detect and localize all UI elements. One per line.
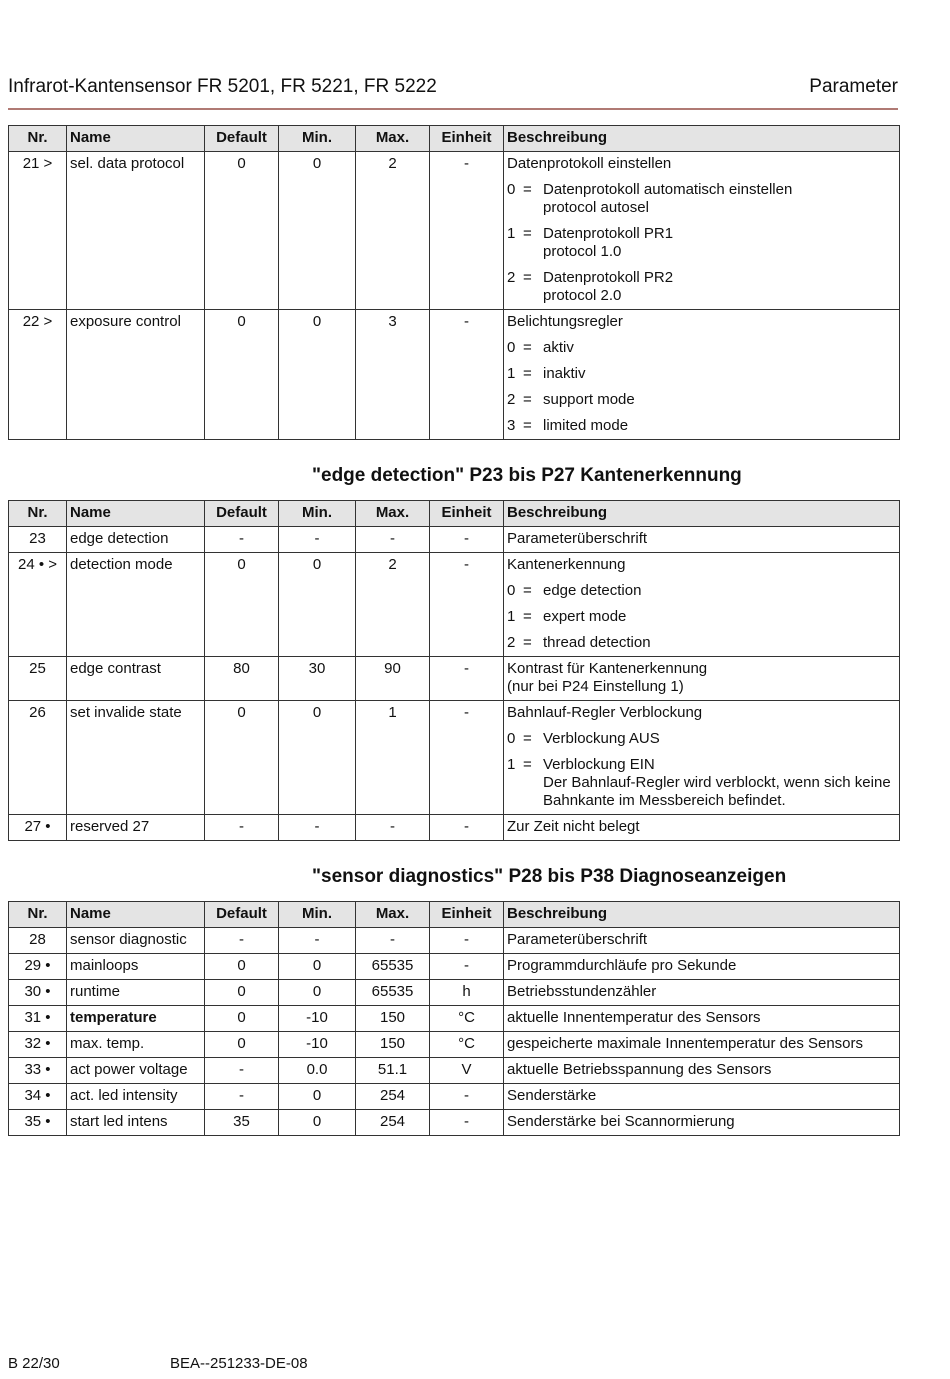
parameter-description [504,1032,900,1058]
parameter-unit: - [430,657,504,701]
option-key: 2 [507,634,516,651]
parameter-number: 27 • [9,815,67,841]
description-text-line2: (nur bei P24 Einstellung 1) [507,678,684,695]
description-text: Betriebsstundenzähler [507,983,657,1000]
option-key: 1 [507,608,516,625]
parameter-unit: - [430,553,504,657]
column-header-max: Max. [356,501,430,527]
description-text: Zur Zeit nicht belegt [507,818,640,835]
parameter-name: start led intens [67,1110,205,1136]
option-label: inaktiv [543,365,586,382]
option-equals: = [523,339,532,356]
column-header-unit: Einheit [430,501,504,527]
column-header-default: Default [205,501,279,527]
section-title-edge-detection: "edge detection" P23 bis P27 Kantenerkennung [312,465,742,486]
option-label: thread detection [543,634,651,651]
parameter-row [9,701,900,815]
column-header-max: Max. [356,902,430,928]
option-item [507,365,896,383]
parameter-unit: h [430,980,504,1006]
parameter-unit: - [430,928,504,954]
option-item [507,391,896,409]
option-label: Verblockung EIN [543,756,655,773]
description-text: gespeicherte maximale Innentemperatur des Sensors [507,1035,864,1052]
column-header-max: Max. [356,126,430,152]
parameter-min: - [279,815,356,841]
description-text: Kantenerkennung [507,556,626,573]
column-header-default: Default [205,902,279,928]
parameter-min: 0 [279,701,356,815]
parameter-max: - [356,815,430,841]
description-text: Parameterüberschrift [507,931,648,948]
option-key: 1 [507,756,516,773]
option-equals: = [523,608,532,625]
parameter-name: act. led intensity [67,1084,205,1110]
option-label-line2: Der Bahnlauf-Regler wird verblockt, wenn sich keine Bahnkante im Messbereich befindet. [543,774,891,809]
parameter-min: - [279,527,356,553]
parameter-min: 0.0 [279,1058,356,1084]
parameter-name: edge detection [67,527,205,553]
option-label: Datenprotokoll automatisch einstellen [543,181,793,198]
parameter-name: exposure control [67,310,205,440]
parameter-description [504,152,900,310]
parameter-table-2 [8,500,900,841]
option-label-line2: protocol 1.0 [543,243,622,260]
option-value [543,417,896,435]
option-item [507,582,896,600]
column-header-nr: Nr. [9,501,67,527]
option-key: 3 [507,417,516,434]
parameter-number: 22 > [9,310,67,440]
option-item [507,730,896,748]
column-header-nr: Nr. [9,126,67,152]
parameter-description [504,1084,900,1110]
footer-page-number: B 22/30 [8,1355,60,1372]
parameter-default: 35 [205,1110,279,1136]
parameter-min: 0 [279,152,356,310]
parameter-max: 2 [356,553,430,657]
option-key: 0 [507,582,516,599]
option-value [543,730,896,748]
parameter-name: detection mode [67,553,205,657]
parameter-max: 90 [356,657,430,701]
parameter-row [9,815,900,841]
parameter-row [9,553,900,657]
parameter-description [504,980,900,1006]
footer-document-id: BEA--251233-DE-08 [170,1355,308,1372]
option-equals: = [523,730,532,747]
parameter-max: 150 [356,1006,430,1032]
parameter-default: 0 [205,980,279,1006]
option-value [543,634,896,652]
description-text: aktuelle Innentemperatur des Sensors [507,1009,761,1026]
parameter-default: 0 [205,553,279,657]
option-equals: = [523,391,532,408]
header-row [9,501,900,527]
parameter-min: 0 [279,1084,356,1110]
parameter-unit: - [430,1110,504,1136]
parameter-max: 51.1 [356,1058,430,1084]
parameter-description [504,954,900,980]
parameter-description [504,1006,900,1032]
parameter-unit: °C [430,1006,504,1032]
option-label: edge detection [543,582,642,599]
page-header [8,76,898,110]
option-equals: = [523,225,532,242]
parameter-number: 32 • [9,1032,67,1058]
document-title: Infrarot-Kantensensor FR 5201, FR 5221, FR 5222 [8,76,437,97]
column-header-unit: Einheit [430,126,504,152]
option-label: aktiv [543,339,574,356]
option-item [507,269,896,305]
parameter-default: 0 [205,954,279,980]
parameter-min: - [279,928,356,954]
parameter-max: 65535 [356,980,430,1006]
parameter-row [9,1032,900,1058]
option-equals: = [523,756,532,773]
column-header-name: Name [67,501,205,527]
description-text: Bahnlauf-Regler Verblockung [507,704,703,721]
option-equals: = [523,417,532,434]
parameter-number: 28 [9,928,67,954]
parameter-default: - [205,1084,279,1110]
parameter-max: 254 [356,1084,430,1110]
option-label: support mode [543,391,635,408]
column-header-name: Name [67,126,205,152]
parameter-table-1 [8,125,900,440]
parameter-name: reserved 27 [67,815,205,841]
option-key: 0 [507,339,516,356]
parameter-unit: - [430,815,504,841]
parameter-max: 65535 [356,954,430,980]
parameter-unit: - [430,1084,504,1110]
description-text: Parameterüberschrift [507,530,648,547]
parameter-max: - [356,527,430,553]
parameter-default: - [205,928,279,954]
option-value [543,181,896,217]
parameter-row [9,1110,900,1136]
option-value [543,582,896,600]
parameter-default: 0 [205,1032,279,1058]
parameter-unit: - [430,310,504,440]
parameter-default: 0 [205,1006,279,1032]
parameter-number: 24 • > [9,553,67,657]
option-item [507,417,896,435]
parameter-name: sel. data protocol [67,152,205,310]
section-label: Parameter [809,76,898,97]
option-key: 1 [507,365,516,382]
parameter-default: 0 [205,310,279,440]
parameter-description [504,527,900,553]
parameter-description [504,815,900,841]
parameter-number: 29 • [9,954,67,980]
parameter-row [9,1006,900,1032]
option-item [507,181,896,217]
parameter-number: 33 • [9,1058,67,1084]
parameter-min: 0 [279,1110,356,1136]
option-key: 0 [507,730,516,747]
parameter-name: set invalide state [67,701,205,815]
option-value [543,339,896,357]
parameter-description [504,657,900,701]
option-equals: = [523,582,532,599]
option-key: 2 [507,391,516,408]
parameter-min: 0 [279,310,356,440]
option-value [543,365,896,383]
section-title-sensor-diagnostics: "sensor diagnostics" P28 bis P38 Diagnoseanzeigen [312,866,787,887]
option-label: Datenprotokoll PR2 [543,269,674,286]
description-text: Senderstärke bei Scannormierung [507,1113,735,1130]
option-key: 2 [507,269,516,286]
option-item [507,756,896,810]
column-header-min: Min. [279,902,356,928]
parameter-max: - [356,928,430,954]
option-equals: = [523,269,532,286]
parameter-unit: - [430,152,504,310]
option-label-line2: protocol 2.0 [543,287,622,304]
parameter-unit: - [430,701,504,815]
option-label: Datenprotokoll PR1 [543,225,674,242]
option-label: expert mode [543,608,627,625]
option-equals: = [523,181,532,198]
option-value [543,225,896,261]
parameter-unit: V [430,1058,504,1084]
parameter-description [504,1058,900,1084]
parameter-number: 35 • [9,1110,67,1136]
parameter-row [9,1058,900,1084]
parameter-description [504,701,900,815]
column-header-nr: Nr. [9,902,67,928]
description-text: aktuelle Betriebsspannung des Sensors [507,1061,772,1078]
parameter-row [9,980,900,1006]
option-value [543,269,896,305]
parameter-number: 21 > [9,152,67,310]
parameter-name: temperature [67,1006,205,1032]
column-header-desc: Beschreibung [504,501,900,527]
parameter-number: 25 [9,657,67,701]
option-item [507,608,896,626]
parameter-number: 34 • [9,1084,67,1110]
parameter-min: 0 [279,980,356,1006]
parameter-number: 23 [9,527,67,553]
parameter-unit: °C [430,1032,504,1058]
parameter-name: edge contrast [67,657,205,701]
parameter-max: 150 [356,1032,430,1058]
parameter-description [504,553,900,657]
parameter-table-3 [8,901,900,1136]
option-value [543,608,896,626]
header-row [9,902,900,928]
parameter-name: runtime [67,980,205,1006]
option-value [543,391,896,409]
parameter-max: 3 [356,310,430,440]
parameter-name: sensor diagnostic [67,928,205,954]
parameter-min: -10 [279,1032,356,1058]
parameter-row [9,657,900,701]
parameter-default: 0 [205,701,279,815]
column-header-name: Name [67,902,205,928]
option-item [507,634,896,652]
parameter-description [504,1110,900,1136]
column-header-unit: Einheit [430,902,504,928]
parameter-unit: - [430,954,504,980]
parameter-default: - [205,815,279,841]
parameter-default: - [205,527,279,553]
parameter-default: - [205,1058,279,1084]
parameter-min: 0 [279,553,356,657]
option-item [507,225,896,261]
parameter-max: 1 [356,701,430,815]
parameter-row [9,1084,900,1110]
option-label: limited mode [543,417,629,434]
parameter-name: max. temp. [67,1032,205,1058]
parameter-max: 254 [356,1110,430,1136]
option-key: 0 [507,181,516,198]
column-header-desc: Beschreibung [504,126,900,152]
description-text: Senderstärke [507,1087,597,1104]
parameter-number: 30 • [9,980,67,1006]
parameter-default: 80 [205,657,279,701]
parameter-min: -10 [279,1006,356,1032]
description-text: Programmdurchläufe pro Sekunde [507,957,737,974]
parameter-row [9,152,900,310]
parameter-default: 0 [205,152,279,310]
column-header-min: Min. [279,501,356,527]
column-header-desc: Beschreibung [504,902,900,928]
parameter-row [9,954,900,980]
parameter-max: 2 [356,152,430,310]
option-equals: = [523,634,532,651]
column-header-min: Min. [279,126,356,152]
parameter-name: act power voltage [67,1058,205,1084]
option-key: 1 [507,225,516,242]
parameter-description [504,928,900,954]
parameter-number: 26 [9,701,67,815]
parameter-unit: - [430,527,504,553]
description-text: Kontrast für Kantenerkennung [507,660,708,677]
parameter-description [504,310,900,440]
option-value [543,756,896,810]
parameter-min: 0 [279,954,356,980]
parameter-number: 31 • [9,1006,67,1032]
option-equals: = [523,365,532,382]
parameter-row [9,310,900,440]
parameter-row [9,527,900,553]
column-header-default: Default [205,126,279,152]
description-text: Datenprotokoll einstellen [507,155,672,172]
option-label: Verblockung AUS [543,730,660,747]
parameter-row [9,928,900,954]
parameter-name: mainloops [67,954,205,980]
option-item [507,339,896,357]
parameter-min: 30 [279,657,356,701]
description-text: Belichtungsregler [507,313,623,330]
header-row [9,126,900,152]
option-label-line2: protocol autosel [543,199,649,216]
